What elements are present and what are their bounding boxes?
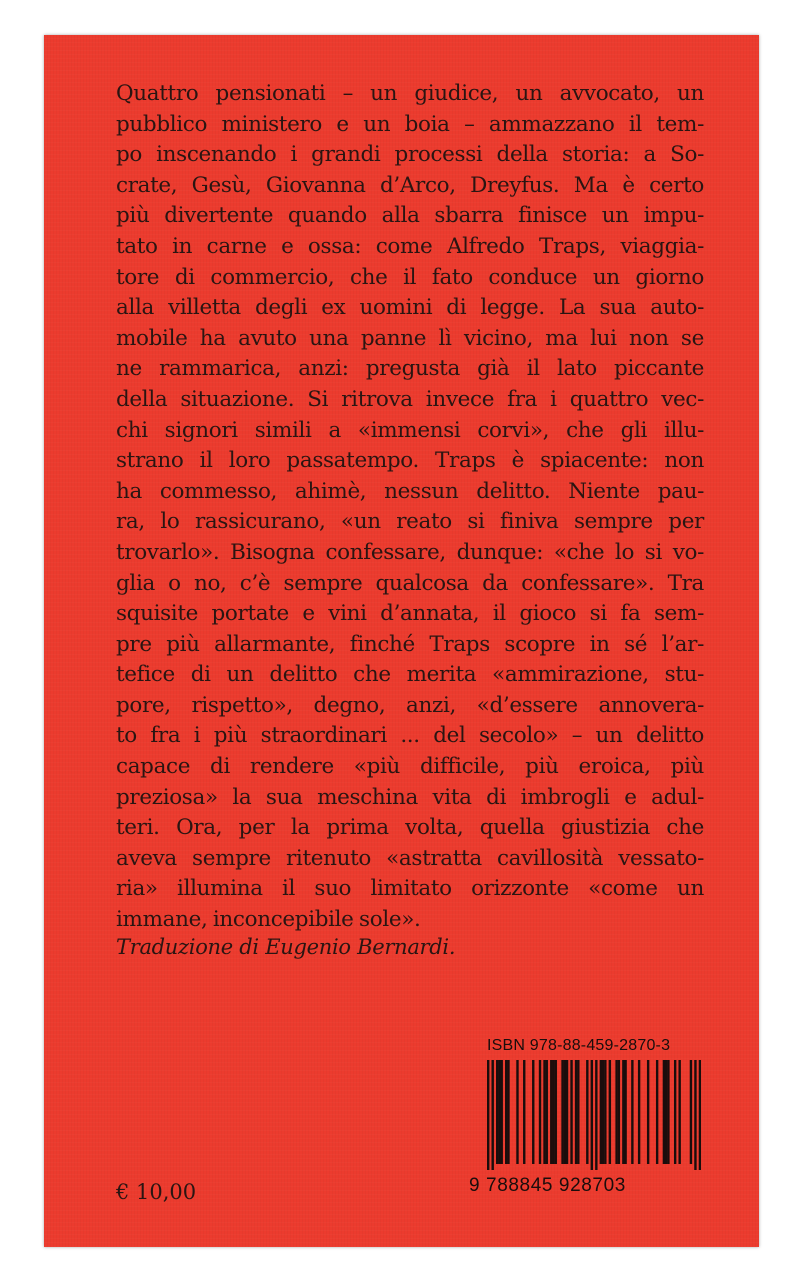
barcode-bar	[699, 1060, 701, 1170]
blurb-line: po inscenando i grandi processi della storia: a So-	[116, 142, 704, 168]
barcode-bar	[523, 1060, 525, 1164]
barcode-bar	[694, 1060, 696, 1170]
blurb-line: pore, rispetto», degno, anzi, «d’essere annovera-	[116, 692, 704, 718]
barcode-bar	[604, 1060, 606, 1164]
barcode-bar	[532, 1060, 534, 1164]
barcode-bar	[505, 1060, 507, 1164]
translation-credit: Traduzione di Eugenio Bernardi.	[116, 935, 456, 959]
blurb-line: mobile ha avuto una panne lì vicino, ma lui non se	[116, 325, 704, 351]
blurb-line: aveva sempre ritenuto «astratta cavillosità vessato-	[116, 845, 704, 871]
barcode-bar	[665, 1060, 667, 1164]
barcode-bar	[622, 1060, 624, 1164]
barcode-digits: 9 788845 928703	[469, 1175, 626, 1196]
barcode-bar	[552, 1060, 554, 1164]
barcode-bar	[546, 1060, 548, 1164]
blurb-line: preziosa» la sua meschina vita di imbrogli e adul-	[116, 784, 704, 810]
barcode-bar	[577, 1060, 579, 1164]
barcode-bar	[507, 1060, 509, 1164]
barcode-bar	[674, 1060, 676, 1164]
blurb-line: immane, inconcepibile sole».	[116, 907, 421, 933]
barcode-bar	[678, 1060, 680, 1164]
barcode-bar	[539, 1060, 541, 1164]
barcode-bar	[496, 1060, 498, 1164]
blurb-line: tore di commercio, che il fato conduce un giorno	[116, 264, 704, 290]
barcode-bar	[498, 1060, 500, 1164]
blurb-line: alla villetta degli ex uomini di legge. La sua auto-	[116, 295, 704, 321]
blurb-line: trovarlo». Bisogna confessare, dunque: «che lo si vo-	[116, 539, 704, 565]
barcode-bar	[566, 1060, 568, 1164]
blurb-line: Quattro pensionati – un giudice, un avvocato, un	[116, 81, 704, 106]
blurb-line: pre più allarmante, finché Traps scopre in sé l’ar-	[116, 631, 704, 657]
blurb-line: strano il loro passatempo. Traps è spiacente: non	[116, 448, 704, 474]
back-cover	[44, 35, 759, 1247]
barcode-bar	[609, 1060, 611, 1164]
blurb-line: to fra i più straordinari ... del secolo» – un delitto	[116, 723, 704, 749]
barcode-bar	[550, 1060, 552, 1164]
price-label: € 10,00	[116, 1180, 197, 1204]
blurb-line: ra, lo rassicurano, «un reato si finiva sempre per	[116, 509, 704, 535]
barcode-bar	[516, 1060, 518, 1164]
blurb-line: più divertente quando alla sbarra finisce un impu-	[116, 203, 704, 229]
blurb-line: squisite portate e vini d’annata, il gioco si fa sem-	[116, 601, 704, 627]
blurb-line: della situazione. Si ritrova invece fra i quattro vec-	[116, 386, 704, 412]
barcode-bar	[575, 1060, 577, 1164]
barcode-bar	[555, 1060, 557, 1164]
blurb-line: ha commesso, ahimè, nessun delitto. Niente pau-	[116, 478, 704, 504]
barcode-bar	[487, 1060, 489, 1170]
barcode-bar	[591, 1060, 593, 1170]
barcode-bar	[501, 1060, 503, 1164]
blurb-line: ne rammarica, anzi: pregusta già il lato piccante	[116, 356, 704, 382]
barcode-bar	[631, 1060, 633, 1164]
barcode-bar	[586, 1060, 588, 1164]
barcode-graphic	[487, 1060, 701, 1170]
barcode-bar	[624, 1060, 626, 1164]
barcode-bar	[647, 1060, 649, 1164]
blurb-line: crate, Gesù, Giovanna d’Arco, Dreyfus. Ma è certo	[116, 172, 704, 198]
barcode-bar	[600, 1060, 602, 1164]
blurb-line: chi signori simili a «immensi corvi», che gli illu-	[116, 417, 704, 443]
barcode-bar	[690, 1060, 692, 1164]
barcode-bar	[618, 1060, 620, 1164]
barcode-bar	[615, 1060, 617, 1164]
barcode-bar	[564, 1060, 566, 1164]
barcode-bar	[663, 1060, 665, 1164]
barcode-bar	[638, 1060, 640, 1164]
blurb-line: tefice di un delitto che merita «ammirazione, stu-	[116, 662, 704, 688]
blurb-line: teri. Ora, per la prima volta, quella giustizia che	[116, 815, 704, 841]
barcode-bar	[492, 1060, 494, 1170]
isbn-label: ISBN 978-88-459-2870-3	[487, 1037, 671, 1054]
barcode-bar	[570, 1060, 572, 1164]
barcode-bar	[667, 1060, 669, 1164]
blurb-line: ria» illumina il suo limitato orizzonte «come un	[116, 876, 704, 902]
blurb-line: capace di rendere «più difficile, più eroica, più	[116, 754, 704, 780]
blurb-line: tato in carne e ossa: come Alfredo Traps, viaggia-	[116, 233, 704, 259]
barcode-bar	[602, 1060, 604, 1164]
barcode-bar	[561, 1060, 563, 1164]
barcode-bar	[543, 1060, 545, 1164]
barcode-bar	[595, 1060, 597, 1170]
blurb-line: pubblico ministero e un boia – ammazzano il tem-	[116, 111, 704, 137]
barcode-bar	[656, 1060, 658, 1164]
blurb-line: glia o no, c’è sempre qualcosa da confessare». Tra	[116, 570, 704, 596]
blurb-text	[116, 79, 704, 936]
